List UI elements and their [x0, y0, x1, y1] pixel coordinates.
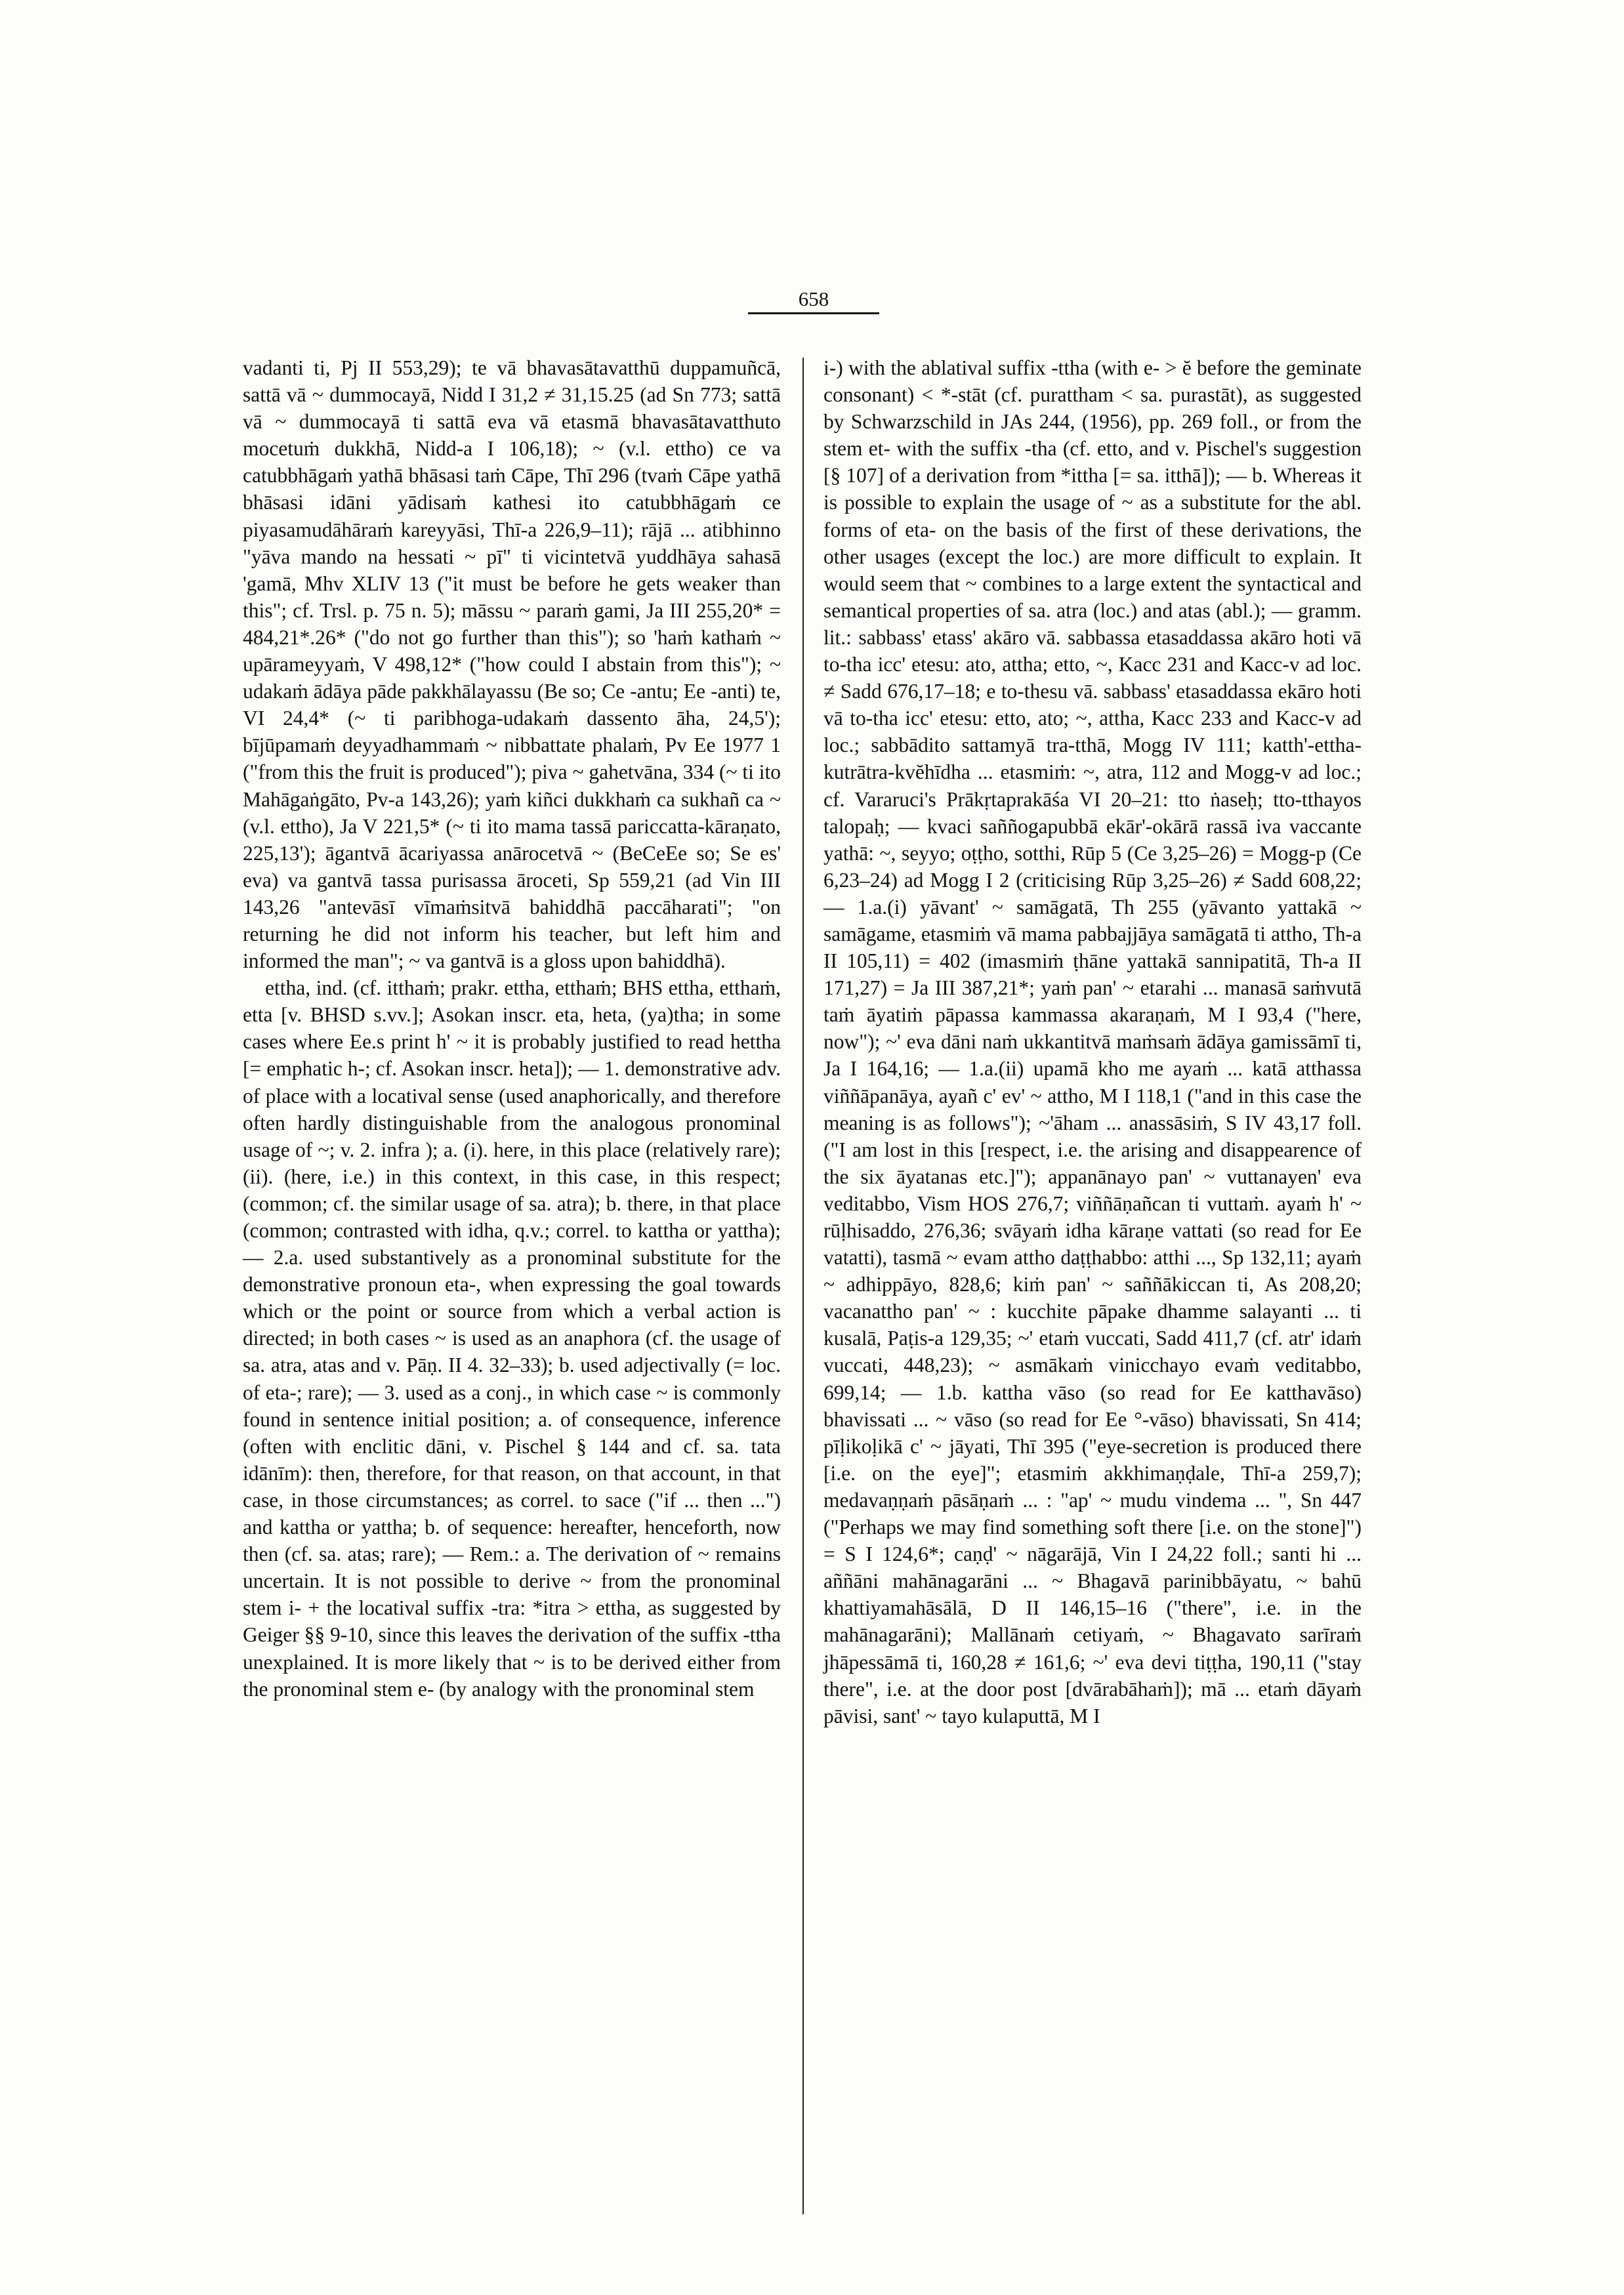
header-rule: [748, 312, 879, 314]
entry-ettha-continued: i-) with the ablatival suffix -ttha (with e- > ĕ before the geminate consonant) < *-stāt (cf. purattham < sa. purastāt), as suggested by Schwarzschild in JAs 244, (1956), pp. 269 foll., or from the stem et- with the suffix -tha (cf. etto, and v. Pischel's suggestion [§ 107] of a derivation from *ittha [= sa. itthā]); — b. Whereas it is possible to explain the usage of ~ as a substitute for the abl. forms of eta- on the basis of the first of these derivations, the other usages (except the loc.) are more difficult to explain. It would seem that ~ combines to a large extent the syntactical and semantical properties of sa. atra (loc.) and atas (abl.); — gramm. lit.: sabbass' etass' akāro vā. sabbassa etasaddassa akāro hoti vā to-tha icc' etesu: ato, attha; etto, ~, Kacc 231 and Kacc-v ad loc. ≠ Sadd 676,17–18; e to-thesu vā. sabbass' etasaddassa ekāro hoti vā to-tha icc' etesu: etto, ato; ~, attha, Kacc 233 and Kacc-v ad loc.; sabbādito sattamyā tra-tthā, Mogg IV 111; katth'-ettha-kutrātra-kvĕhīdha ... etasmiṁ: ~, atra, 112 and Mogg-v ad loc.; cf. Vararuci's Prākṛtaprakāśa VI 20–21: tto ṅaseḥ; tto-tthayos talopaḥ; — kvaci saññogapubbā ekār'-okārā rassā iva vaccante yathā: ~, seyyo; oṭṭho, sotthi, Rūp 5 (Ce 3,25–26) = Mogg-p (Ce 6,23–24) ad Mogg I 2 (criticising Rūp 3,25–26) ≠ Sadd 608,22; — 1.a.(i) yāvant' ~ samāgatā, Th 255 (yāvanto yattakā ~ samāgame, etasmiṁ vā mama pabbajjāya samāgatā ti attho, Th-a II 105,11) = 402 (imasmiṁ ṭhāne yattakā sannipatitā, Th-a II 171,27) = Ja III 387,21*; yaṁ pan' ~ etarahi ... manasā saṁvutā taṁ āyatiṁ pāpassa kammassa akaraṇaṁ, M I 93,4 ("here, now"); ~' eva dāni naṁ ukkantitvā maṁsaṁ ādāya gamissāmī ti, Ja I 164,16; — 1.a.(ii) upamā kho me ayaṁ ... katā atthassa viññāpanāya, ayañ c' ev' ~ attho, M I 118,1 ("and in this case the meaning is as follows"); ~'āham ... anassāsiṁ, S IV 43,17 foll. ("I am lost in this [respect, i.e. the arising and disappearence of the six āyatanas etc.]"); appanānayo pan' ~ vuttanayen' eva veditabbo, Vism HOS 276,7; viññāṇañcan ti vuttaṁ. ayaṁ h' ~ rūḷhisaddo, 276,36; svāyaṁ idha kāraṇe vattati (so read for Ee vatatti), tasmā ~ evam attho daṭṭhabbo: atthi ..., Sp 132,11; ayaṁ ~ adhippāyo, 828,6; kiṁ pan' ~ saññākiccan ti, As 208,20; vacanattho pan' ~ : kucchite pāpake dhamme salayanti ... ti kusalā, Paṭis-a 129,35; ~' etaṁ vuccati, Sadd 411,7 (cf. atr' idaṁ vuccati, 448,23); ~ asmākaṁ vinicchayo evaṁ veditabbo, 699,14; — 1.b. kattha vāso (so read for Ee katthavāso) bhavissati ... ~ vāso (so read for Ee °-vāso) bhavissati, Sn 414; pīḷikoḷikā c' ~ jāyati, Thī 395 ("eye-secretion is produced there [i.e. on the eye]"; etasmiṁ akkhimaṇḍale, Thī-a 259,7); medavaṇṇaṁ pāsāṇaṁ ... : "ap' ~ mudu vindema ... ", Sn 447 ("Perhaps we may find something soft there [i.e. on the stone]") = S I 124,6*; caṇḍ' ~ nāgarājā, Vin I 24,22 foll.; santi hi ... aññāni mahānagarāni ... ~ Bhagavā parinibbāyatu, ~ bahū khattiyamahāsālā, D II 146,15–16 ("there", i.e. in the mahānagarāni); Mallānaṁ cetiyaṁ, ~ Bhagavato sarīraṁ jhāpessāmā ti, 160,28 ≠ 161,6; ~' eva devi tiṭṭha, 190,11 ("stay there", i.e. at the door post [dvārabāhaṁ]); mā ... etaṁ dāyaṁ pāvisi, sant' ~ tayo kulaputtā, M I: [823, 356, 1362, 1727]
right-column: [823, 354, 1362, 1729]
page-number: 658: [798, 287, 829, 310]
entry-ettha: ettha, ind. (cf. itthaṁ; prakr. ettha, etthaṁ; BHS ettha, etthaṁ, etta [v. BHSD s.vv.]; Asokan inscr. eta, heta, (ya)tha; in some cases where Ee.s print h' ~ it is probably justified to read hettha [= emphatic h-; cf. Asokan inscr. heta]); — 1. demonstrative adv. of place with a locatival sense (used anaphorically, and therefore often hardly distinguishable from the analogous pronominal usage of ~; v. 2. infra ); a. (i). here, in this place (relatively rare); (ii). (here, i.e.) in this context, in this case, in this respect; (common; cf. the similar usage of sa. atra); b. there, in that place (common; contrasted with idha, q.v.; correl. to kattha or yattha); — 2.a. used substantively as a pronominal substitute for the demonstrative pronoun eta-, when expressing the goal towards which or the point or source from which a verbal action is directed; in both cases ~ is used as an anaphora (cf. the usage of sa. atra, atas and v. Pāṇ. II 4. 32–33); b. used adjectivally (= loc. of eta-; rare); — 3. used as a conj., in which case ~ is commonly found in sentence initial position; a. of consequence, inference (often with enclitic dāni, v. Pischel § 144 and cf. sa. tata idānīm): then, therefore, for that reason, on that account, in that case, in those circumstances; as correl. to sace ("if ... then ...") and kattha or yattha; b. of sequence: hereafter, henceforth, now then (cf. sa. atas; rare); — Rem.: a. The derivation of ~ remains uncertain. It is not possible to derive ~ from the pronominal stem i- + the locatival suffix -tra: *itra > ettha, as suggested by Geiger §§ 9-10, since this leaves the derivation of the suffix -ttha unexplained. It is more likely that ~ is to be derived either from the pronominal stem e- (by analogy with the pronominal stem: [243, 976, 781, 1701]
left-column: [243, 354, 781, 1703]
entry-continuation: vadanti ti, Pj II 553,29); te vā bhavasātavatthū duppamuñcā, sattā vā ~ dummocayā, Nidd I 31,2 ≠ 31,15.25 (ad Sn 773; sattā vā ~ dummocayā ti sattā eva vā etasmā bhavasātavatthuto mocetuṁ dukkhā, Nidd-a I 106,18); ~ (v.l. ettho) ce va catubbhāgaṁ yathā bhāsasi taṁ Cāpe, Thī 296 (tvaṁ Cāpe yathā bhāsasi idāni yādisaṁ kathesi ito catubbhāgaṁ ce piyasamudāhāraṁ kareyyāsi, Thī-a 226,9–11); rājā ... atibhinno "yāva mando na hessati ~ pī" ti vicintetvā yuddhāya sahasā 'gamā, Mhv XLIV 13 ("it must be before he gets weaker than this"; cf. Trsl. p. 75 n. 5); māssu ~ paraṁ gami, Ja III 255,20* = 484,21*.26* ("do not go further than this"); so 'haṁ kathaṁ ~ upārameyyaṁ, V 498,12* ("how could I abstain from this"); ~ udakaṁ ādāya pāde pakkhālayassu (Be so; Ce -antu; Ee -anti) te, VI 24,4* (~ ti paribhoga-udakaṁ dassento āha, 24,5'); bījūpamaṁ deyyadhammaṁ ~ nibbattate phalaṁ, Pv Ee 1977 1 ("from this the fruit is produced"); piva ~ gahetvāna, 334 (~ ti ito Mahāgaṅgāto, Pv-a 143,26); yaṁ kiñci dukkhaṁ ca sukhañ ca ~ (v.l. ettho), Ja V 221,5* (~ ti ito mama tassā pariccatta-kāraṇato, 225,13'); āgantvā ācariyassa anārocetvā ~ (BeCeEe so; Se es' eva) va gantvā tassa purisassa āroceti, Sp 559,21 (ad Vin III 143,26 "antevāsī vīmaṁsitvā bahiddhā paccāharati"; "on returning he did not inform his teacher, but left him and informed the man"; ~ va gantvā is a gloss upon bahiddhā).: [243, 356, 781, 973]
column-divider: [802, 358, 804, 2214]
